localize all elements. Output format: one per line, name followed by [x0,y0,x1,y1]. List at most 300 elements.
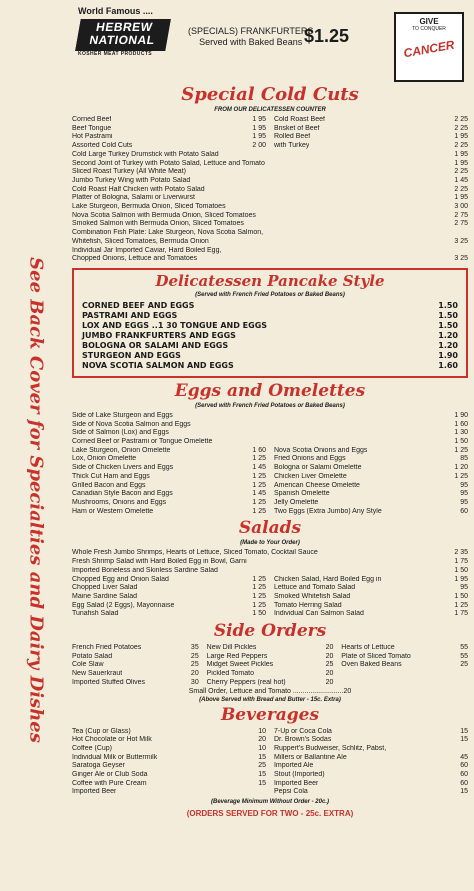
item-price: 1 95 [454,150,468,158]
item-price: 20 [190,670,199,678]
side-order-column [72,661,199,670]
item-name: New Sauerkraut [72,670,123,678]
item-price: 25 [460,661,468,669]
item-name: Tunafish Salad [72,610,119,618]
item-price: 1 20 [454,464,468,472]
item-name: Combination Fish Plate: Lake Sturgeon, Nova Scotia Salmon, [72,229,264,237]
menu-item-row [274,464,468,473]
pancake-item: LOX AND EGGS ..1 30 TONGUE AND EGGS [82,320,268,330]
item-name: Whitefish, Sliced Tomatoes, Bermuda Onion [72,237,209,245]
menu-item-row [207,661,334,670]
beverages-section [72,705,468,818]
menu-pair-row [72,447,468,456]
item-price: 1 25 [252,601,267,609]
item-price: 2 25 [454,185,468,193]
item-name: Beef Tongue [72,124,112,132]
item-price: 95 [460,490,468,498]
item-price: 1 45 [252,464,267,472]
item-price: 2 75 [454,220,468,228]
item-price: 3 00 [454,203,468,211]
item-name: Tea (Cup or Glass) [72,727,131,735]
item-name: Lox, Onion Omelette [72,455,137,463]
menu-item-row [72,602,266,611]
item-name: Egg Salad (2 Eggs), Mayonnaise [72,601,175,609]
eggs-title: Eggs and Omelettes [174,380,366,401]
menu-pair-row [72,610,468,619]
item-name: Potato Salad [72,652,113,660]
menu-item-row [72,142,266,151]
menu-pair-row [72,116,468,125]
item-name: Plate of Sliced Tomato [341,652,411,660]
item-name: Spanish Omelette [273,490,330,498]
item-name: Individual Milk or Buttermilk [72,753,158,761]
item-price [264,788,266,797]
item-name: Side of Salmon (Lox) and Eggs [72,429,169,437]
item-price: 95 [460,498,468,506]
menu-pair-row [72,125,468,134]
menu-item-row [341,653,468,662]
left-column [72,499,266,508]
item-price: 25 [190,652,199,660]
menu-item-row [72,255,468,264]
item-name: Pickled Tomato [206,670,254,678]
cancer-badge: GIVE TO CONQUER CANCER [394,12,464,82]
item-name: Oven Baked Beans [341,661,402,669]
item-name: American Cheese Omelette [273,481,360,489]
right-column [274,602,468,611]
item-name: Dr. Brown's Sodas [273,736,332,744]
item-name: Nova Scotia Onions and Eggs [273,446,368,454]
right-column [274,473,468,482]
menu-item-row [274,736,468,745]
salads-title: Salads [238,518,302,539]
menu-item-row [72,203,468,212]
menu-item-row [72,438,468,447]
item-name: Corned Beef [72,116,112,123]
side-order-column [341,670,468,679]
menu-item-row [72,771,266,780]
item-price: 1 50 [252,610,267,618]
left-column [72,490,266,499]
menu-pair-row [72,593,468,602]
menu-item-row [72,464,266,473]
menu-item-row [72,549,468,558]
item-name: Second Joint of Turkey with Potato Salad, Lettuce and Tomato [72,159,265,167]
item-price: 55 [460,652,468,660]
item-price: 60 [460,779,468,787]
left-column [72,762,266,771]
pancake-price: 1.60 [438,360,458,370]
menu-pair-row [72,602,468,611]
menu-pair-row [72,584,468,593]
left-column [72,780,266,789]
side-order-column [207,653,334,662]
item-name: Sliced Roast Turkey (All White Meat) [72,168,186,176]
hebrew-national-logo: HEBREW NATIONAL [75,19,171,51]
menu-item-row [72,736,266,745]
pancake-rows [82,301,458,371]
item-name: Cole Slaw [72,661,104,669]
menu-item-row [72,194,468,203]
left-column [72,728,266,737]
menu-pair-row [72,508,468,517]
pancake-price: 1.20 [438,340,458,350]
item-price [466,745,468,754]
menu-item-row [72,490,266,499]
pancake-item: STURGEON AND EGGS [82,350,181,360]
item-price: 1 25 [252,575,267,583]
salads-pairs [72,576,468,620]
pancake-box [72,268,468,378]
item-name: Canadian Style Bacon and Eggs [72,490,173,498]
item-price: 20 [258,736,267,744]
item-name: New Dill Pickles [206,644,257,652]
item-price: 3 25 [454,237,468,245]
menu-item-row [72,661,199,670]
item-price: 25 [325,661,334,669]
right-column [274,464,468,473]
menu-item-row [274,142,468,151]
menu-item-row [341,644,468,653]
left-column [72,482,266,491]
left-column [72,142,266,151]
item-name: Maine Sardine Salad [72,592,137,600]
menu-pair-row [72,464,468,473]
side-orders-title: Side Orders [213,621,327,642]
item-price: 1 25 [252,584,267,592]
menu-pair-row [72,745,468,754]
item-price: 2 25 [454,116,468,123]
item-price: 20 [325,652,334,660]
pancake-row [82,301,458,311]
pancake-price: 1.50 [438,310,458,320]
left-column [72,125,266,134]
menu-item-row [72,116,266,125]
left-column [72,576,266,585]
right-column [274,508,468,517]
item-name: Side of Chicken Livers and Eggs [72,464,174,472]
item-name: Imported Beer [72,788,117,796]
cold-cuts-items [72,151,468,264]
menu-item-row [207,653,334,662]
beverage-minimum-note: (Beverage Minimum Without Order - 20c.) [211,799,329,806]
menu-item-row [207,679,334,688]
left-column [72,754,266,763]
pancake-price: 1.50 [438,320,458,330]
item-name: Mushrooms, Onions and Eggs [72,498,167,506]
menu-item-row [274,116,468,125]
item-price: 15 [258,753,267,761]
item-name: Imported Boneless and Skinless Sardine Salad [72,566,218,574]
side-order-column [72,679,199,688]
menu-item-row [274,762,468,771]
side-order-column [72,644,199,653]
item-name: Jelly Omelette [273,498,319,506]
kosher-label: KOSHER MEAT PRODUCTS [78,51,153,57]
item-price: 1 95 [454,194,468,202]
pancake-item: BOLOGNA OR SALAMI AND EGGS [82,340,229,350]
menu-item-row [72,482,266,491]
item-name: Chopped Egg and Onion Salad [72,575,169,583]
item-price: 85 [460,455,468,463]
item-price: 2 25 [454,124,468,132]
menu-pair-row [72,482,468,491]
item-name: Individual Jar Imported Caviar, Hard Boiled Egg, [72,246,222,254]
menu-item-row [72,593,266,602]
right-column [274,455,468,464]
right-column [274,745,468,754]
side-order-row [72,644,468,653]
item-price: 1 50 [454,438,468,446]
item-name: Large Red Peppers [206,652,268,660]
item-name: Stout (Imported) [273,771,325,779]
menu-pair-row [72,762,468,771]
side-order-column [207,670,334,679]
item-name: Chicken Liver Omelette [273,472,347,480]
item-price: 1 95 [252,124,267,132]
cold-cuts-pairs [72,116,468,151]
right-column [274,771,468,780]
item-price: 1 25 [454,472,468,480]
menu-item-row [72,133,266,142]
item-price: 55 [460,644,468,652]
left-column [72,133,266,142]
side-orders-note: Small Order, Lettuce and Tomato ..........................20 [188,687,352,695]
cold-cuts-subtitle: FROM OUR DELICATESSEN COUNTER [214,107,326,113]
item-price: 95 [460,481,468,489]
right-column [274,142,468,151]
item-price [466,229,468,238]
menu-item-row [274,728,468,737]
left-column [72,447,266,456]
item-price: 15 [258,771,267,779]
side-order-column [72,670,199,679]
item-name: Jumbo Turkey Wing with Potato Salad [72,176,191,184]
right-column [274,584,468,593]
menu-item-row [207,644,334,653]
pancake-item: JUMBO FRANKFURTERS AND EGGS [82,330,236,340]
item-price: 1 25 [252,507,267,515]
left-column [72,116,266,125]
menu-pair-row [72,728,468,737]
pancake-subtitle: (Served with French Fried Potatoes or Baked Beans) [195,291,345,298]
menu-item-row [72,558,468,567]
item-name: Millers or Ballantine Ale [273,753,347,761]
menu-item-row [72,780,266,789]
item-price: 1 95 [454,133,468,141]
item-price: 1 95 [252,116,267,123]
item-name: Coffee (Cup) [72,744,112,752]
menu-item-row [72,728,266,737]
item-price: 20 [325,670,334,678]
menu-item-row [72,508,266,517]
item-price: 1 25 [252,472,267,480]
menu-item-row [274,754,468,763]
left-column [72,610,266,619]
item-price: 3 25 [454,255,468,263]
world-famous-label: World Famous .... [78,6,153,16]
pancake-item: CORNED BEEF AND EGGS [82,300,195,310]
eggs-pairs [72,447,468,517]
item-price: 2 00 [252,142,267,150]
pancake-row [82,321,458,331]
item-name: Ruppert's Budweiser, Schlitz, Pabst, [273,744,387,752]
left-column [72,745,266,754]
orders-for-two-note: (ORDERS SERVED FOR TWO - 25c. EXTRA) [186,808,354,818]
side-order-row [72,679,468,688]
item-price: 20 [325,644,334,652]
menu-item-row [274,482,468,491]
left-column [72,473,266,482]
menu-item-row [72,160,468,169]
menu-item-row [72,499,266,508]
right-column [274,728,468,737]
item-price: 1 50 [454,592,468,600]
menu-item-row [274,473,468,482]
side-orders-rows [72,644,468,688]
item-price: 15 [258,779,267,787]
item-price [466,247,468,256]
item-price: 1 95 [454,575,468,583]
menu-item-row [72,584,266,593]
pancake-row [82,341,458,351]
specials-text: (SPECIALS) FRANKFURTERS Served with Baked Beans [188,26,314,47]
menu-item-row [274,584,468,593]
menu-item-row [274,780,468,789]
menu-item-row [72,762,266,771]
item-name: Coffee with Pure Cream [72,779,147,787]
menu-item-row [72,679,199,688]
menu-pair-row [72,142,468,151]
item-price: 60 [460,507,468,515]
menu-item-row [274,788,468,797]
item-name: Cold Roast Beef [273,116,325,123]
menu-item-row [72,220,468,229]
menu-pair-row [72,490,468,499]
pancake-row [82,331,458,341]
item-name: Platter of Bologna, Salami or Liverwurst [72,194,195,202]
item-price: 1 25 [454,601,468,609]
menu-item-row [72,412,468,421]
menu-item-row [72,177,468,186]
menu-item-row [274,133,468,142]
menu-item-row [72,421,468,430]
item-name: Side of Lake Sturgeon and Eggs [72,411,173,419]
item-price: 25 [190,661,199,669]
item-price: 1 75 [454,610,468,618]
item-name: Saratoga Geyser [72,762,125,770]
left-column [72,593,266,602]
specials-price: $1.25 [304,26,350,46]
item-price: 1 25 [252,481,267,489]
menu-item-row [207,670,334,679]
side-order-column [72,653,199,662]
item-name: Lettuce and Tomato Salad [273,584,356,592]
side-order-column [341,679,468,688]
menu-pair-row [72,576,468,585]
menu-item-row [72,567,468,576]
salads-items [72,549,468,575]
pancake-title: Delicatessen Pancake Style [155,271,385,290]
item-name: French Fried Potatoes [72,644,142,652]
item-name: Tomato Herring Salad [273,601,342,609]
menu-item-row [72,447,266,456]
menu-item-row [274,771,468,780]
menu-item-row [72,229,468,238]
item-name: Individual Can Salmon Salad [273,610,364,618]
side-order-column [207,679,334,688]
item-price: 15 [460,736,468,744]
beverages-pairs [72,728,468,798]
menu-item-row [72,168,468,177]
left-column [72,584,266,593]
menu-pair-row [72,133,468,142]
right-column [274,593,468,602]
item-name: Imported Stuffed Olives [72,678,146,686]
item-price: 10 [258,744,267,752]
item-name: Lake Sturgeon, Bermuda Onion, Sliced Tomatoes [72,203,226,211]
item-price: 1 45 [454,176,468,184]
menu-item-row [72,212,468,221]
menu-item-row [72,745,266,754]
item-price: 1 95 [454,159,468,167]
item-name: Corned Beef or Pastrami or Tongue Omelette [72,438,213,446]
item-name: Ham or Western Omelette [72,507,154,515]
side-order-column [207,661,334,670]
menu-pair-row [72,780,468,789]
menu-pair-row [72,771,468,780]
menu-pair-row [72,754,468,763]
right-column [274,499,468,508]
item-price: 1 50 [454,566,468,574]
pancake-row [82,361,458,371]
item-price: 60 [460,771,468,779]
left-column [72,736,266,745]
item-name: Thick Cut Ham and Eggs [72,472,150,480]
item-name: Midget Sweet Pickles [206,661,274,669]
menu-item-row [274,125,468,134]
menu-item-row [274,576,468,585]
menu-item-row [274,610,468,619]
menu-item-row [72,788,266,797]
item-name: Hearts of Lettuce [341,644,395,652]
right-column [274,116,468,125]
item-name: Assorted Cold Cuts [72,142,133,150]
menu-header [72,6,468,90]
item-price: 60 [460,762,468,770]
item-name: Cherry Peppers (real hot) [206,678,286,686]
pancake-item: NOVA SCOTIA SALMON AND EGGS [82,360,234,370]
item-name: with Turkey [273,142,310,150]
menu-item-row [72,653,199,662]
item-price: 15 [460,727,468,735]
item-price: 20 [325,678,334,686]
menu-item-row [72,576,266,585]
right-column [274,788,468,797]
menu-item-row [72,670,199,679]
item-name: Rolled Beef [273,133,311,141]
menu-pair-row [72,736,468,745]
left-column [72,788,266,797]
menu-item-row [274,602,468,611]
right-column [274,610,468,619]
item-name: Chicken Salad, Hard Boiled Egg in [273,575,382,583]
menu-item-row [274,745,468,754]
menu-item-row [72,238,468,247]
cold-cuts-section [72,84,468,264]
menu-pair-row [72,473,468,482]
cold-cuts-title: Special Cold Cuts [181,84,359,105]
